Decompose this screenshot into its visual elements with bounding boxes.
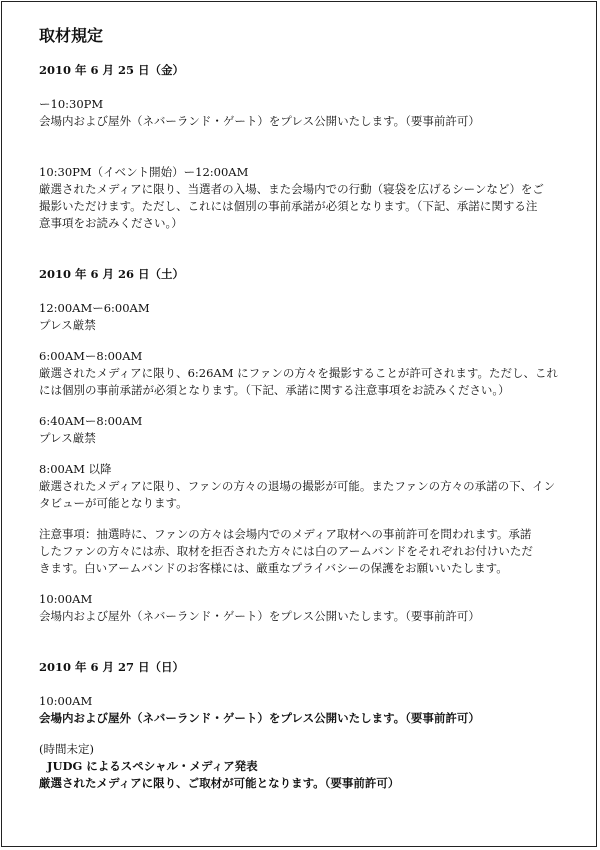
note-day2-line3: きます。白いアームバンドのお客様には、厳重なプライバシーの保護をお願いいたします。 — [39, 561, 508, 575]
text-day3-s1: 会場内および屋外（ネバーランド・ゲート）をプレス公開いたします。（要事前許可） — [39, 711, 480, 725]
document-content — [39, 26, 574, 792]
text-day2-s2-line2: には個別の事前承諾が必須となります。（下記、承諾に関する注意事項をお読みください。） — [39, 383, 510, 397]
text-day2-s4-line1: 厳選されたメディアに限り、ファンの方々の退場の撮影が可能。またファンの方々の承諾の下、イン — [39, 479, 556, 493]
date-heading-day2: 2010 年 6 月 26 日（土） — [39, 267, 185, 281]
text-day2-s5: 会場内および屋外（ネバーランド・ゲート）をプレス公開いたします。（要事前許可） — [39, 609, 480, 623]
note-day2-line1: 注意事項：抽選時に、ファンの方々は会場内でのメディア取材への事前許可を問われます。承諾 — [39, 527, 532, 541]
time-day2-s5: 10:00AM — [39, 592, 93, 606]
text-day1-s1: 会場内および屋外（ネバーランド・ゲート）をプレス公開いたします。（要事前許可） — [39, 114, 480, 128]
time-day2-s2: 6:00AMー8:00AM — [39, 349, 143, 363]
text-day1-s2-line2: 撮影いただけます。ただし、これには個別の事前承諾が必須となります。（下記、承諾に関する注 — [39, 199, 538, 213]
text-day3-s2-line1: JUDG によるスペシャル・メディア発表 — [47, 759, 258, 773]
note-day2-line2: したファンの方々には赤、取材を拒否された方々には白のアームバンドをそれぞれお付けいただ — [39, 544, 533, 558]
text-day2-s4-line2: タビューが可能となります。 — [39, 496, 188, 510]
time-day1-s1: ー10:30PM — [39, 97, 104, 111]
text-day2-s1: プレス厳禁 — [39, 318, 96, 332]
document-page — [1, 1, 597, 847]
text-day1-s2-line1: 厳選されたメディアに限り、当選者の入場、また会場内での行動（寝袋を広げるシーンなど）をご — [39, 182, 544, 196]
time-day1-s2: 10:30PM（イベント開始）ー12:00AM — [39, 165, 249, 179]
date-heading-day3: 2010 年 6 月 27 日（日） — [39, 660, 185, 674]
text-day2-s2-line1: 厳選されたメディアに限り、6:26AM にファンの方々を撮影することが許可されます。ただし、これ — [39, 366, 558, 380]
time-day3-s1: 10:00AM — [39, 694, 93, 708]
time-day3-s2: (時間未定) — [39, 742, 94, 756]
text-day3-s2-line2: 厳選されたメディアに限り、ご取材が可能となります。（要事前許可） — [39, 776, 400, 790]
time-day2-s3: 6:40AMー8:00AM — [39, 414, 143, 428]
page-title: 取材規定 — [39, 26, 104, 45]
time-day2-s1: 12:00AMー6:00AM — [39, 301, 150, 315]
text-day2-s3: プレス厳禁 — [39, 431, 96, 445]
text-day1-s2-line3: 意事項をお読みください。） — [39, 216, 183, 230]
time-day2-s4: 8:00AM 以降 — [39, 462, 112, 476]
date-heading-day1: 2010 年 6 月 25 日（金） — [39, 63, 185, 77]
